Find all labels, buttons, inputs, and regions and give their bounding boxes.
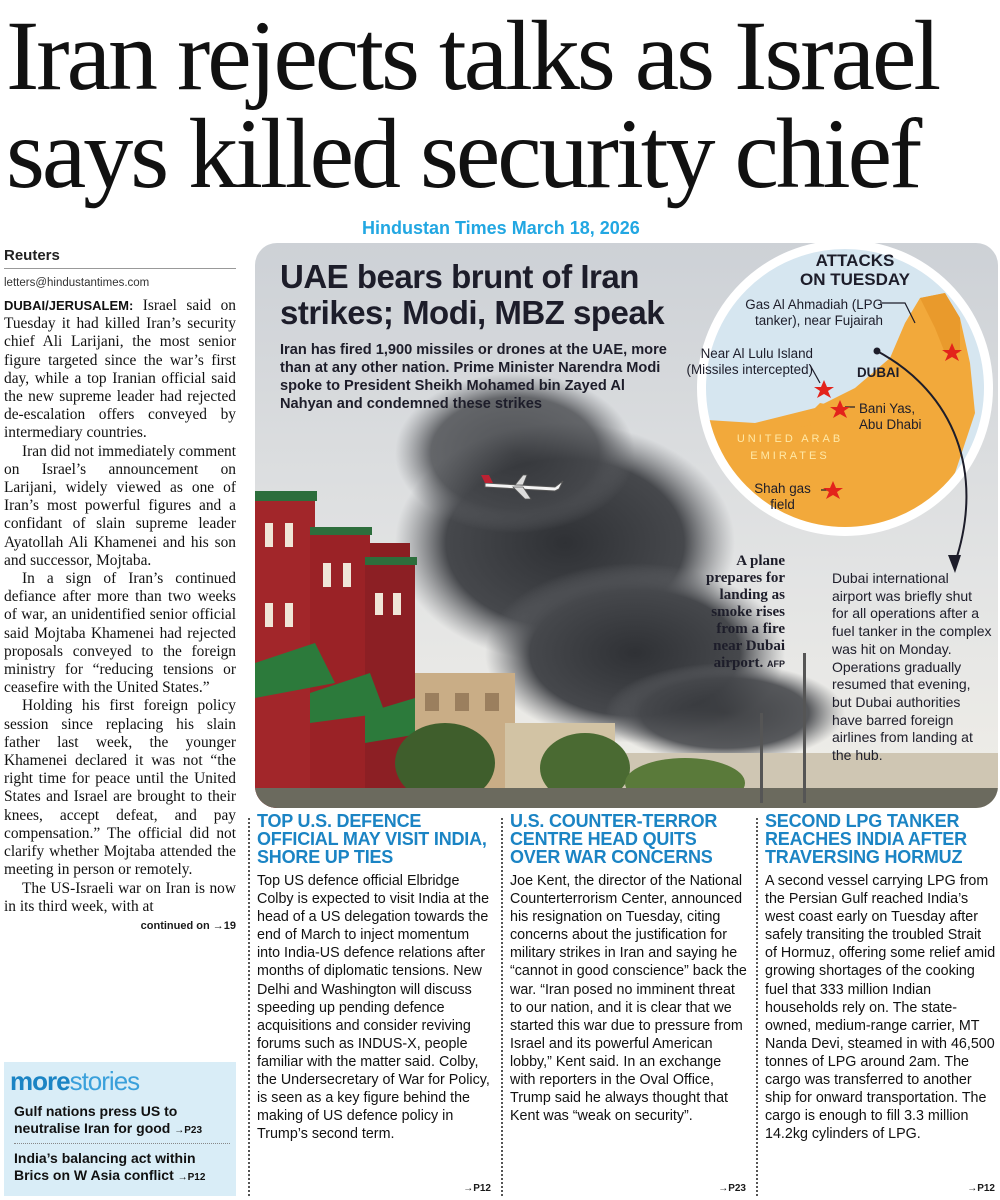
story-lpg <box>765 810 997 1200</box>
more-story-item[interactable]: India’s balancing act within Brics on W Asia conflict →P12 <box>14 1150 206 1183</box>
headline <box>6 0 996 209</box>
map-label-baniyas: Bani Yas, Abu Dhabi <box>859 401 922 432</box>
airport-note: Dubai international airport was briefly shut for all operations after a fuel tanker in the complex was hit on Monday. Operations gradually resumed that evening, but Dubai authorities have barred foreign airlines from landing at the hub. <box>832 570 992 764</box>
byline: Reuters <box>4 247 236 269</box>
more-stories-box <box>4 1058 236 1196</box>
dateline-place: DUBAI/JERUSALEM: <box>4 298 134 313</box>
story-paragraph: Holding his first foreign policy session since replacing his slain father last week, the younger Khamenei declared it was not “the right time for peace until the United States and Israel are brought to their knees, accept defeat, and pay compensation.” The official did not clarify whether Mojtaba attended the meeting in person or remotely. <box>4 697 236 879</box>
story-title[interactable]: TOP U.S. DEFENCE OFFICIAL MAY VISIT INDIA, SHORE UP TIES <box>257 811 487 867</box>
map-label-dubai: DUBAI <box>857 365 900 380</box>
story-paragraph: DUBAI/JERUSALEM: Israel said on Tuesday it had killed Iran’s security chief Ali Larijani, the most senior figure targeted since the war’s first day, while a top Iranian official said the new supreme leader had rejected de-escalation offers conveyed by intermediary countries. <box>4 297 236 442</box>
more-stories-heading: morestories <box>10 1066 140 1096</box>
feature-title: UAE bears brunt of Iran strikes; Modi, MBZ speak <box>280 258 665 331</box>
map-label-shah: Shah gas field <box>754 481 811 512</box>
story-title[interactable]: U.S. COUNTER-TERROR CENTRE HEAD QUITS OVER WAR CONCERNS <box>510 811 718 867</box>
feature-photo <box>255 243 998 808</box>
story-body: Joe Kent, the director of the National Counterterrorism Center, announced his resignation on Tuesday, citing concerns about the justification for military strikes in Iran and saying he “cannot in good conscience” back the war. “Iran posed no imminent threat to our nation, and it is clear that we started this war due to pressure from Israel and its powerful American lobby,” Kent said. In an exchange with reporters in the Oval Office, Trump said he always thought that Kent was “weak on security”. <box>510 873 747 1125</box>
story-defence <box>257 810 493 1200</box>
photo-caption: A plane prepares for landing as smoke rises from a fire near Dubai airport. AFP <box>705 553 785 671</box>
map-label-uae: UNITED ARAB EMIRATES <box>736 433 844 462</box>
divider <box>756 818 758 1196</box>
page-ref[interactable]: →P23 <box>718 1183 746 1194</box>
story-title[interactable]: SECOND LPG TANKER REACHES INDIA AFTER TRAVERSING HORMUZ <box>765 811 967 867</box>
main-story <box>4 243 236 932</box>
story-paragraph: Iran did not immediately comment on Israel’s announcement on Larijani, widely viewed as one of Iran’s most powerful figures and a confidant of slain supreme leader Ayatollah Ali Khamenei and his son and successor, Mojtaba. <box>4 442 236 569</box>
map-title: ATTACKS ON TUESDAY <box>800 251 910 289</box>
page-ref[interactable]: →P12 <box>463 1183 491 1194</box>
story-body: Top US defence official Elbridge Colby is expected to visit India at the head of a US delegation towards the end of March to inject momentum into India-US defence relations after months of diplomatic tensions. New Delhi and Washington will discuss speeding up pending defence acquisitions and consider reviving forums such as INDUS-X, people familiar with the matter said. Colby, the Undersecretary of War for Policy, is seen as a key figure behind the making of US defence policy in Trump’s second term. <box>257 873 490 1143</box>
page-ref[interactable]: →P12 <box>967 1183 995 1194</box>
story-body: A second vessel carrying LPG from the Persian Gulf reached India’s west coast early on Tuesday after safely transiting the troubled Strait of Hormuz, offering some relief amid growing shortages of the cooking fuel that 333 million Indian households rely on. The state-owned, medium-range carrier, MT Nanda Devi, steamed in with 46,500 tonnes of LPG around 2am. The cargo was transferred to another ship for onward transportation. The cargo is enough to fill 3.3 million 14.2kg cylinders of LPG. <box>765 873 996 1143</box>
byline-email: letters@hindustantimes.com <box>4 277 150 289</box>
divider <box>248 818 250 1196</box>
photo-credit: AFP <box>767 659 785 669</box>
headline-line-1: Iran rejects talks as Israel <box>6 0 939 111</box>
divider <box>14 1143 230 1144</box>
story-paragraph: The US-Israeli war on Iran is now in its third week, with at <box>4 879 236 915</box>
story-counter-terror <box>510 810 748 1200</box>
dateline: Hindustan Times March 18, 2026 <box>362 218 640 238</box>
more-story-item[interactable]: Gulf nations press US to neutralise Iran for good →P23 <box>14 1103 203 1136</box>
main-story-body <box>4 297 236 916</box>
headline-line-2: says killed security chief <box>6 98 920 209</box>
continued-link[interactable]: continued on →19 <box>140 919 236 932</box>
divider <box>501 818 503 1196</box>
map-label-gas: Gas Al Ahmadiah (LPG tanker), near Fujairah <box>745 297 883 328</box>
story-paragraph: In a sign of Iran’s continued defiance after more than two weeks of war, an unidentified senior official said Mojtaba Khamenei had rejected proposals conveyed to the foreign ministry for “reducing tensions or ceasefire with the United States.” <box>4 570 236 697</box>
feature-subtitle: Iran has fired 1,900 missiles or drones at the UAE, more than at any other nation. Prime Minister Narendra Modi spoke to President Sheikh Mohamed bin Zayed Al Nahyan and condemned these strikes <box>280 342 667 412</box>
map-label-lulu: Near Al Lulu Island (Missiles intercepted) <box>686 346 813 377</box>
